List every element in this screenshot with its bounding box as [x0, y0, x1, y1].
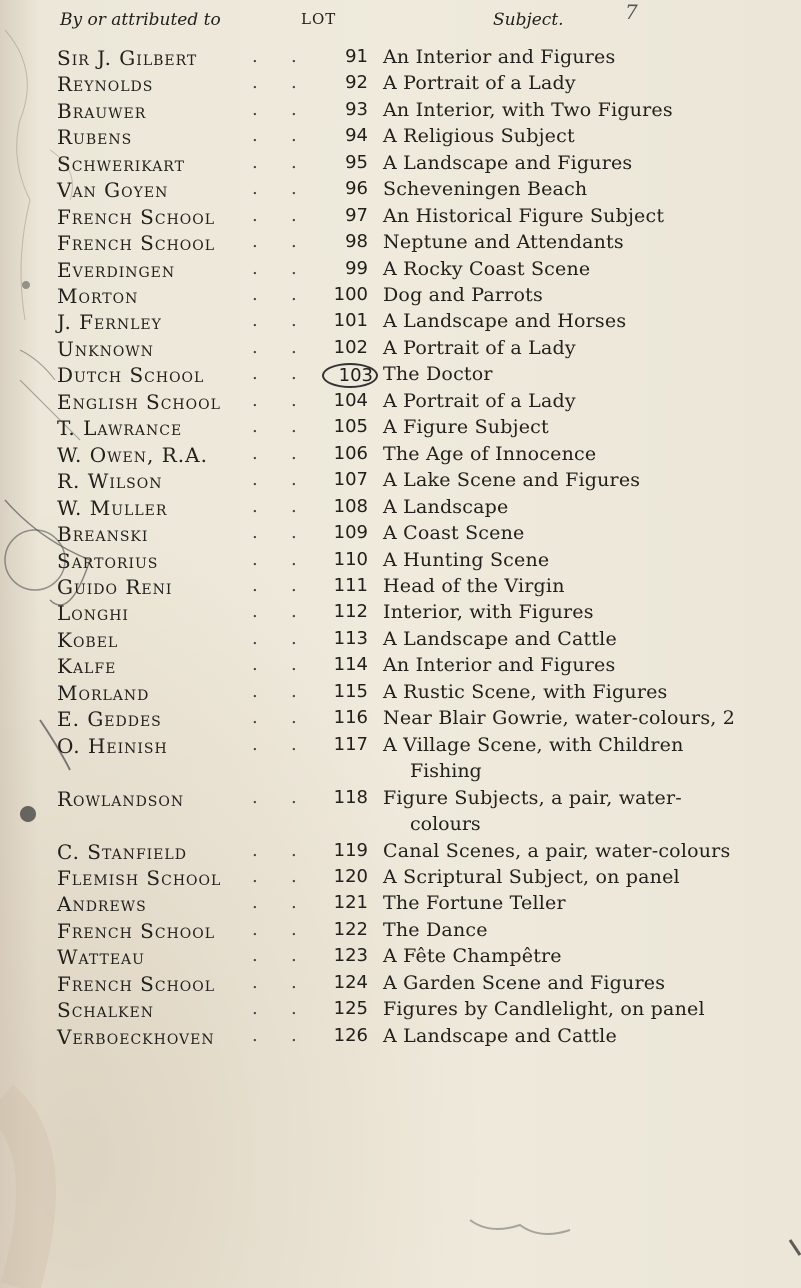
leader-dot: . — [252, 575, 260, 596]
leader-dot: . — [291, 522, 299, 543]
leader-dot: . — [252, 258, 260, 279]
lot-row — [0, 1025, 801, 1051]
subject-text: Head of the Virgin — [383, 575, 565, 597]
artist-name: Unknown — [57, 337, 154, 361]
leader-dot: . — [252, 231, 260, 252]
lot-row — [0, 601, 801, 627]
leader-dot: . — [252, 681, 260, 702]
artist-name: J. Fernley — [57, 310, 162, 334]
leader-dot: . — [252, 363, 260, 384]
artist-name: W. Owen, R.A. — [57, 443, 208, 467]
artist-name: Morton — [57, 284, 139, 308]
lot-number: 122 — [333, 919, 368, 940]
lot-number: 107 — [333, 469, 368, 490]
lot-row — [0, 99, 801, 125]
leader-dot: . — [291, 258, 299, 279]
leader-dot: . — [291, 998, 299, 1019]
artist-name: French School — [57, 919, 216, 943]
artist-name: Verboeckhoven — [57, 1025, 215, 1049]
lot-number: 105 — [333, 416, 368, 437]
subject-text: An Interior and Figures — [383, 654, 616, 676]
leader-dot: . — [291, 310, 299, 331]
leader-dot: . — [252, 707, 260, 728]
subject-text: A Portrait of a Lady — [383, 337, 576, 359]
lot-number: 110 — [333, 549, 368, 570]
leader-dot: . — [252, 310, 260, 331]
lot-number: 113 — [333, 628, 368, 649]
subject-text: The Fortune Teller — [383, 892, 566, 914]
lot-row — [0, 998, 801, 1024]
lot-number: 93 — [345, 99, 368, 120]
artist-name: W. Muller — [57, 496, 168, 520]
leader-dot: . — [291, 152, 299, 173]
lot-number: 96 — [345, 178, 368, 199]
subject-text: Neptune and Attendants — [383, 231, 624, 253]
leader-dot: . — [252, 549, 260, 570]
lot-row — [0, 205, 801, 231]
leader-dot: . — [291, 205, 299, 226]
lot-number: 123 — [333, 945, 368, 966]
leader-dot: . — [252, 72, 260, 93]
subject-text: The Age of Innocence — [383, 443, 597, 465]
artist-name: Reynolds — [57, 72, 154, 96]
leader-dot: . — [291, 681, 299, 702]
lot-row — [0, 469, 801, 495]
leader-dot: . — [291, 601, 299, 622]
lot-row — [0, 734, 801, 782]
artist-name: Morland — [57, 681, 150, 705]
subject-text: A Landscape and Cattle — [383, 1025, 617, 1047]
artist-name: Dutch School — [57, 363, 205, 387]
lot-row — [0, 681, 801, 707]
lot-number: 125 — [333, 998, 368, 1019]
lot-number: 116 — [333, 707, 368, 728]
subject-text: Dog and Parrots — [383, 284, 543, 306]
artist-name: French School — [57, 205, 216, 229]
column-header-artist: By or attributed to — [60, 10, 221, 30]
lot-row — [0, 152, 801, 178]
lot-number: 111 — [333, 575, 368, 596]
leader-dot: . — [291, 363, 299, 384]
lot-row — [0, 496, 801, 522]
leader-dot: . — [291, 734, 299, 755]
leader-dot: . — [252, 628, 260, 649]
subject-text: A Portrait of a Lady — [383, 72, 576, 94]
subject-text: A Landscape — [383, 496, 509, 518]
subject-text: A Hunting Scene — [383, 549, 550, 571]
lot-number: 100 — [333, 284, 368, 305]
leader-dot: . — [252, 46, 260, 67]
subject-text: A Fête Champêtre — [383, 945, 562, 967]
artist-name: O. Heinish — [57, 734, 168, 758]
lot-row — [0, 46, 801, 72]
leader-dot: . — [252, 390, 260, 411]
lot-row — [0, 522, 801, 548]
subject-text: Interior, with Figures — [383, 601, 594, 623]
lot-number: 117 — [333, 734, 368, 755]
leader-dot: . — [252, 337, 260, 358]
subject-text: Canal Scenes, a pair, water-colours — [383, 840, 731, 862]
artist-name: T. Lawrance — [57, 416, 183, 440]
subject-text: A Religious Subject — [383, 125, 575, 147]
artist-name: Flemish School — [57, 866, 222, 890]
subject-text: An Interior and Figures — [383, 46, 616, 68]
lot-number: 101 — [333, 310, 368, 331]
leader-dot: . — [291, 1025, 299, 1046]
leader-dot: . — [252, 443, 260, 464]
subject-text: Near Blair Gowrie, water-colours, 2 — [383, 707, 736, 729]
leader-dot: . — [252, 284, 260, 305]
subject-text: An Historical Figure Subject — [383, 205, 665, 227]
lot-number: 124 — [333, 972, 368, 993]
artist-name: Van Goyen — [57, 178, 169, 202]
lot-row — [0, 258, 801, 284]
subject-text: A Landscape and Figures — [383, 152, 633, 174]
artist-name: Breanski — [57, 522, 149, 546]
lot-number: 97 — [345, 205, 368, 226]
artist-name: English School — [57, 390, 221, 414]
subject-text: A Rocky Coast Scene — [383, 258, 591, 280]
subject-text: A Lake Scene and Figures — [383, 469, 641, 491]
subject-text: A Scriptural Subject, on panel — [383, 866, 680, 888]
lot-row — [0, 945, 801, 971]
subject-text: Figure Subjects, a pair, water- — [383, 787, 682, 809]
leader-dot: . — [252, 99, 260, 120]
artist-name: Everdingen — [57, 258, 176, 282]
subject-text: A Village Scene, with Children — [383, 734, 684, 756]
leader-dot: . — [252, 998, 260, 1019]
artist-name: E. Geddes — [57, 707, 162, 731]
lot-row — [0, 72, 801, 98]
artist-name: Watteau — [57, 945, 145, 969]
leader-dot: . — [291, 416, 299, 437]
lot-row — [0, 787, 801, 835]
leader-dot: . — [291, 919, 299, 940]
lot-number: 98 — [345, 231, 368, 252]
artist-name: R. Wilson — [57, 469, 163, 493]
subject-text: A Garden Scene and Figures — [383, 972, 666, 994]
lot-number: 126 — [333, 1025, 368, 1046]
leader-dot: . — [252, 892, 260, 913]
subject-text: An Interior, with Two Figures — [383, 99, 673, 121]
leader-dot: . — [252, 945, 260, 966]
artist-name: Rubens — [57, 125, 133, 149]
leader-dot: . — [291, 390, 299, 411]
leader-dot: . — [291, 892, 299, 913]
leader-dot: . — [291, 549, 299, 570]
artist-name: Andrews — [57, 892, 147, 916]
leader-dot: . — [252, 152, 260, 173]
lot-row — [0, 919, 801, 945]
leader-dot: . — [291, 840, 299, 861]
leader-dot: . — [291, 496, 299, 517]
leader-dot: . — [291, 337, 299, 358]
lot-row — [0, 231, 801, 257]
lot-row — [0, 628, 801, 654]
lot-row — [0, 575, 801, 601]
subject-continuation: Fishing — [410, 760, 482, 782]
lot-row — [0, 443, 801, 469]
subject-text: A Landscape and Horses — [383, 310, 627, 332]
lot-row — [0, 416, 801, 442]
leader-dot: . — [291, 99, 299, 120]
subject-continuation: colours — [410, 813, 481, 835]
leader-dot: . — [291, 654, 299, 675]
artist-name: Kalfe — [57, 654, 117, 678]
leader-dot: . — [252, 654, 260, 675]
lot-number: 108 — [333, 496, 368, 517]
leader-dot: . — [291, 178, 299, 199]
leader-dot: . — [291, 125, 299, 146]
column-header-lot: LOT — [301, 10, 337, 28]
leader-dot: . — [291, 945, 299, 966]
leader-dot: . — [252, 469, 260, 490]
subject-text: A Rustic Scene, with Figures — [383, 681, 668, 703]
lot-number: 99 — [345, 258, 368, 279]
lot-row — [0, 707, 801, 733]
leader-dot: . — [252, 734, 260, 755]
leader-dot: . — [291, 284, 299, 305]
subject-text: A Coast Scene — [383, 522, 525, 544]
lot-number: 104 — [333, 390, 368, 411]
leader-dot: . — [252, 178, 260, 199]
lot-number: 102 — [333, 337, 368, 358]
lot-number: 103 — [322, 363, 378, 388]
leader-dot: . — [252, 866, 260, 887]
leader-dot: . — [291, 72, 299, 93]
leader-dot: . — [291, 787, 299, 808]
subject-text: A Portrait of a Lady — [383, 390, 576, 412]
leader-dot: . — [252, 416, 260, 437]
lot-number: 118 — [333, 787, 368, 808]
artist-name: Schwerikart — [57, 152, 185, 176]
lot-row — [0, 390, 801, 416]
lot-number: 121 — [333, 892, 368, 913]
subject-text: The Dance — [383, 919, 488, 941]
lot-number: 115 — [333, 681, 368, 702]
lot-number: 95 — [345, 152, 368, 173]
artist-name: Brauwer — [57, 99, 147, 123]
leader-dot: . — [291, 628, 299, 649]
artist-name: Rowlandson — [57, 787, 185, 811]
artist-name: Sartorius — [57, 549, 159, 573]
leader-dot: . — [252, 840, 260, 861]
artist-name: Longhi — [57, 601, 129, 625]
subject-text: The Doctor — [383, 363, 493, 385]
column-header-subject: Subject. — [493, 10, 564, 30]
lot-number: 109 — [333, 522, 368, 543]
lot-number: 120 — [333, 866, 368, 887]
leader-dot: . — [252, 1025, 260, 1046]
artist-name: Guido Reni — [57, 575, 173, 599]
leader-dot: . — [291, 575, 299, 596]
lot-row — [0, 310, 801, 336]
subject-text: A Figure Subject — [383, 416, 549, 438]
leader-dot: . — [252, 496, 260, 517]
lot-row — [0, 840, 801, 866]
lot-number: 112 — [333, 601, 368, 622]
lot-row — [0, 892, 801, 918]
leader-dot: . — [291, 443, 299, 464]
lot-number: 114 — [333, 654, 368, 675]
leader-dot: . — [291, 469, 299, 490]
lot-row — [0, 866, 801, 892]
subject-text: Scheveningen Beach — [383, 178, 588, 200]
leader-dot: . — [291, 866, 299, 887]
lot-row — [0, 178, 801, 204]
leader-dot: . — [252, 919, 260, 940]
leader-dot: . — [291, 972, 299, 993]
lot-row — [0, 654, 801, 680]
lot-number: 119 — [333, 840, 368, 861]
lot-row — [0, 972, 801, 998]
leader-dot: . — [252, 601, 260, 622]
page-number: 7 — [625, 0, 638, 24]
lot-row — [0, 363, 801, 389]
leader-dot: . — [252, 522, 260, 543]
lot-row — [0, 337, 801, 363]
artist-name: Sir J. Gilbert — [57, 46, 198, 70]
artist-name: Kobel — [57, 628, 119, 652]
leader-dot: . — [252, 205, 260, 226]
lot-number: 94 — [345, 125, 368, 146]
leader-dot: . — [291, 707, 299, 728]
lot-number: 91 — [345, 46, 368, 67]
leader-dot: . — [252, 125, 260, 146]
leader-dot: . — [291, 231, 299, 252]
leader-dot: . — [252, 787, 260, 808]
lot-row — [0, 284, 801, 310]
leader-dot: . — [252, 972, 260, 993]
lot-row — [0, 549, 801, 575]
lot-number: 92 — [345, 72, 368, 93]
artist-name: French School — [57, 231, 216, 255]
artist-name: C. Stanfield — [57, 840, 187, 864]
artist-name: Schalken — [57, 998, 154, 1022]
artist-name: French School — [57, 972, 216, 996]
subject-text: Figures by Candlelight, on panel — [383, 998, 705, 1020]
leader-dot: . — [291, 46, 299, 67]
subject-text: A Landscape and Cattle — [383, 628, 617, 650]
lot-row — [0, 125, 801, 151]
lot-number: 106 — [333, 443, 368, 464]
